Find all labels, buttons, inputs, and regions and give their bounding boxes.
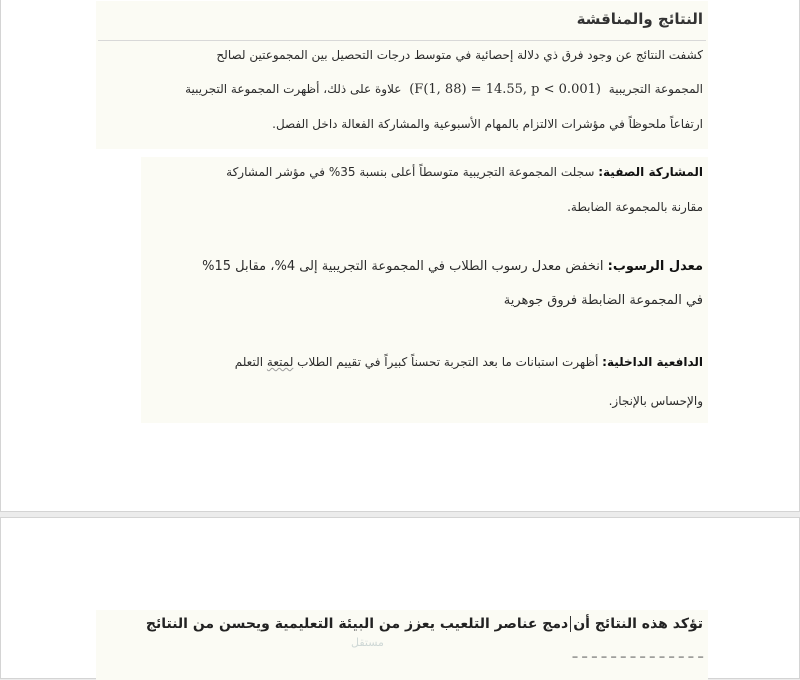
conclusion-text-rest: دمج عناصر التلعيب يعزز من البيئة التعليمية ويحسن من النتائج [145,616,569,632]
intro-line-2 [185,82,703,97]
finding-failure-text: انخفض معدل رسوب الطلاب في المجموعة التجريبية إلى 4%، مقابل 15% [202,259,604,274]
finding-failure-line-1 [202,259,703,274]
section-title: النتائج والمناقشة [576,10,703,28]
conclusion-text-start: تؤكد هذه النتائج أن [573,616,703,632]
document-page-2 [0,517,800,679]
finding-participation-line-2: مقارنة بالمجموعة الضابطة. [567,200,703,214]
spellcheck-word[interactable]: لمتعة [266,355,294,369]
finding-failure-line-2: في المجموعة الضابطة فروق جوهرية [503,293,703,308]
finding-motivation-text: أظهرت استبانات ما بعد التجربة تحسناً كبيراً في تقييم الطلاب [297,355,599,369]
intro-line-2-right: المجموعة التجريبية [608,82,703,96]
finding-participation-text: سجلت المجموعة التجريبية متوسطاً أعلى بنسبة 35% في مؤشر المشاركة [226,165,595,179]
finding-motivation-line-1 [235,355,703,369]
conclusion-line-2-partial: ـ ـ ـ ـ ـ ـ ـ ـ ـ ـ ـ ـ ـ ـ [572,646,703,662]
finding-motivation-line-2: والإحساس بالإنجاز. [608,394,703,408]
intro-line-1: كشفت النتائج عن وجود فرق ذي دلالة إحصائية في متوسط درجات التحصيل بين المجموعتين لصالح [216,48,703,62]
finding-motivation-label: الدافعية الداخلية: [602,355,703,369]
watermark-text: مستقل [351,636,384,649]
finding-motivation-text-end: التعلم [234,355,264,369]
finding-participation-label: المشاركة الصفية: [598,165,703,179]
text-cursor [570,616,571,632]
finding-participation-line-1 [226,165,703,179]
title-divider [98,40,706,41]
intro-line-2-left: علاوة على ذلك، أظهرت المجموعة التجريبية [185,82,402,96]
intro-line-3: ارتفاعاً ملحوظاً في مؤشرات الالتزام بالمهام الأسبوعية والمشاركة الفعالة داخل الفصل. [272,117,703,131]
conclusion-line-1 [146,616,703,632]
intro-statistic: (F(1, 88) = 14.55, p < 0.001) [409,82,601,97]
highlight-findings-block [141,157,708,423]
finding-failure-label: معدل الرسوب: [607,259,703,274]
